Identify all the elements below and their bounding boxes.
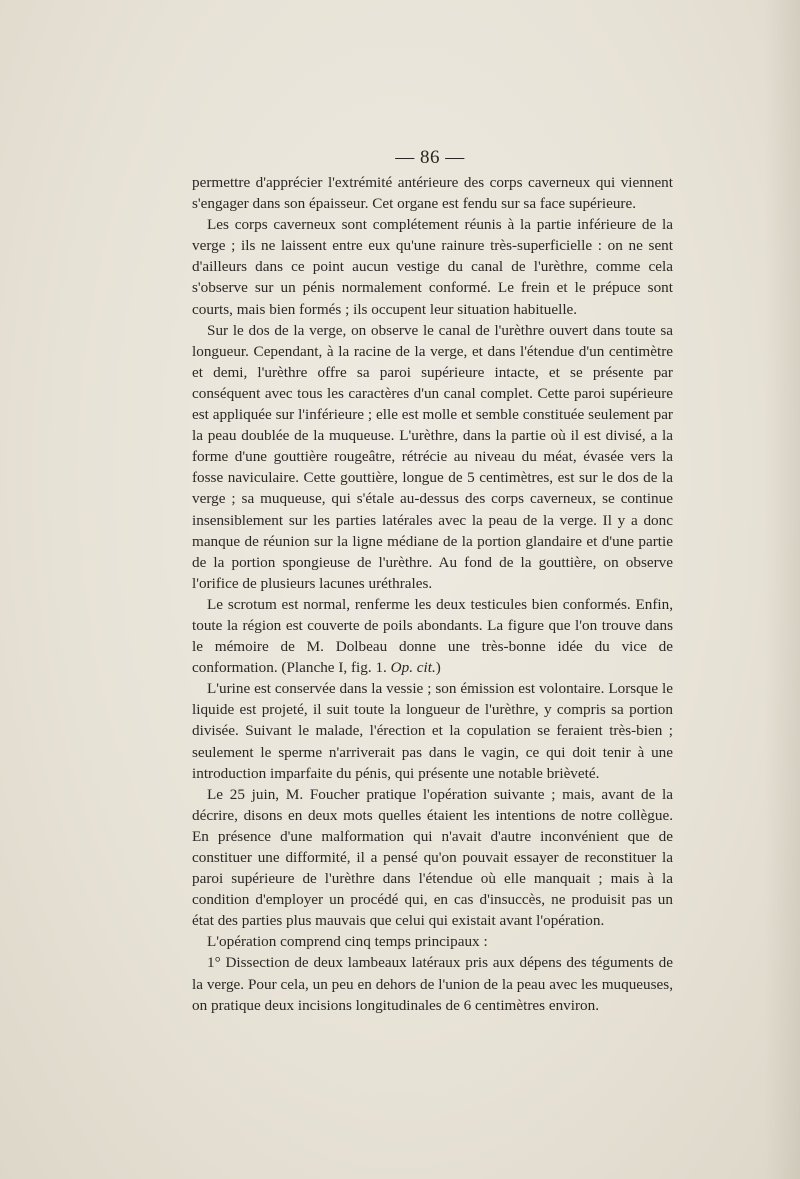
paragraph-2: Les corps caverneux sont complétement réunis à la partie inférieure de la verge ; ils ne laissent entre eux qu'une rainure très-superficielle : on ne sent d'ailleurs dans ce point aucun vestige du canal de l'urèthre, comme cela s'observe sur un pénis normalement conformé. Le frein et le prépuce sont courts, mais bien formés ; ils occupent leur situation habituelle. [192, 216, 673, 318]
paragraph-4-text: Le scrotum est normal, renferme les deux testicules bien conformés. Enfin, toute la région est couverte de poils abondants. La figure que l'on trouve dans le mémoire de M. Dolbeau donne une très-bonne idée du vice de conformation. (Planche I, fig. 1. [192, 595, 673, 677]
paragraph-4 [192, 594, 673, 678]
paragraph-1: permettre d'apprécier l'extrémité antérieure des corps caverneux qui viennent s'engager dans son épaisseur. Cet organe est fendu sur sa face supérieure. [192, 174, 673, 213]
paragraph-6: Le 25 juin, M. Foucher pratique l'opération suivante ; mais, avant de la décrire, disons en deux mots quelles étaient les intentions de notre collègue. En présence d'une malformation qui n'avait d'autre inconvénient que de constituer une difformité, il a pensé qu'on pouvait essayer de reconstituer la paroi supérieure de l'urèthre dans l'étendue où elle manquait ; mais à la condition d'employer un procédé qui, en cas d'insuccès, ne produisit pas un état des parties plus mauvais que celui qui existait avant l'opération. [192, 785, 673, 930]
body-text [192, 172, 673, 1016]
paragraph-4-end: ) [435, 659, 441, 677]
citation-italic: Op. cit. [390, 659, 436, 677]
page-number: — 86 — [395, 147, 465, 168]
paragraph-7: L'opération comprend cinq temps principaux : [207, 933, 488, 951]
paragraph-5: L'urine est conservée dans la vessie ; son émission est volontaire. Lorsque le liquide est projeté, il suit toute la longueur de l'urèthre, y compris sa portion divisée. Suivant le malade, l'érection et la copulation se feraient très-bien ; seulement le sperme n'arriverait pas dans le vagin, ce qui doit tenir à une introduction imparfaite du pénis, qui présente une notable brièveté. [192, 680, 673, 782]
page-edge-shadow [764, 0, 800, 1179]
paragraph-3: Sur le dos de la verge, on observe le canal de l'urèthre ouvert dans toute sa longueur. Cependant, à la racine de la verge, et dans l'étendue d'un centimètre et demi, l'urèthre offre sa paroi supérieure intacte, et se présente par conséquent avec tous les caractères d'un canal complet. Cette paroi supérieure est appliquée sur l'inférieure ; elle est molle et semble constituée seulement par la peau doublée de la muqueuse. L'urèthre, dans la partie où il est divisé, a la forme d'une gouttière rougeâtre, rétrécie au niveau du méat, évasée vers la fosse naviculaire. Cette gouttière, longue de 5 centimètres, est sur le dos de la verge ; sa muqueuse, qui s'étale au-dessus des corps caverneux, se continue insensiblement sur les parties latérales avec la peau de la verge. Il y a donc manque de réunion sur la ligne médiane de la portion glandaire et d'une partie de la portion spongieuse de l'urèthre. Au fond de la gouttière, on observe l'orifice de plusieurs lacunes uréthrales. [192, 321, 673, 592]
paragraph-8: 1° Dissection de deux lambeaux latéraux pris aux dépens des téguments de la verge. Pour cela, un peu en dehors de l'union de la peau avec les muqueuses, on pratique deux incisions longitudinales de 6 centimètres environ. [192, 954, 673, 1014]
